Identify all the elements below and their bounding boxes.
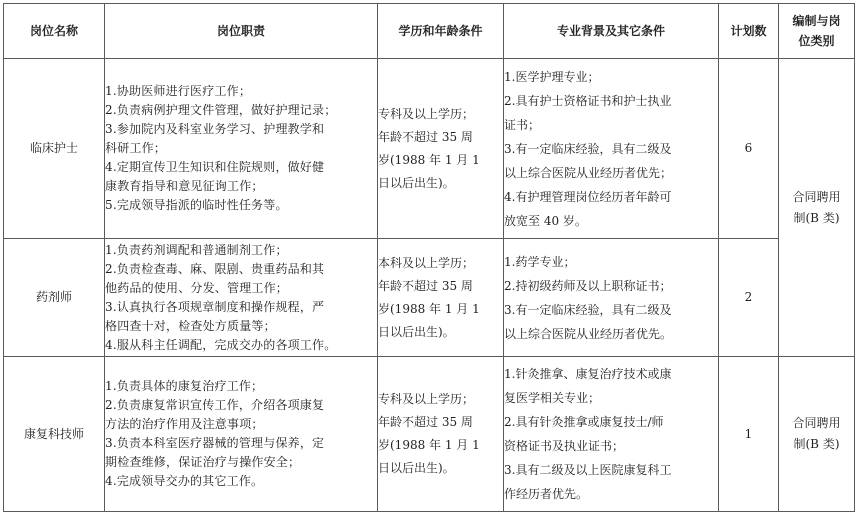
position-name: 药剂师 xyxy=(4,239,105,357)
req-line: 以上综合医院从业经历者优先； xyxy=(504,165,673,180)
table-row xyxy=(4,357,855,512)
duty-line: 2.负责康复常识宣传工作，介绍各项康复 xyxy=(105,398,325,412)
position-name: 康复科技师 xyxy=(4,357,105,512)
header-type-line2: 位类别 xyxy=(798,34,835,48)
duty-line: 科研工作； xyxy=(105,141,167,155)
req-cell xyxy=(504,239,719,357)
duty-line: 1.负责具体的康复治疗工作； xyxy=(105,379,264,393)
req-line: 3.有一定临床经验，具有二级及 xyxy=(504,141,672,156)
duty-line: 方法的治疗作用及注意事项； xyxy=(105,417,264,431)
header-edu: 学历和年龄条件 xyxy=(378,4,504,59)
table-row xyxy=(4,239,855,357)
edu-cell xyxy=(378,357,504,512)
duty-line: 1.负责药剂调配和普通制剂工作； xyxy=(105,242,288,257)
edu-line: 年龄不超过 35 周 xyxy=(378,129,473,144)
req-line: 资格证书及执业证书； xyxy=(504,439,625,453)
req-line: 2.持初级药师及以上职称证书； xyxy=(504,278,672,293)
duty-line: 3.认真执行各项规章制度和操作规程，严 xyxy=(105,299,325,314)
duty-line: 格四查十对，检查处方质量等； xyxy=(105,318,276,333)
req-line: 1.医学护理专业； xyxy=(504,69,600,84)
header-req: 专业背景及其它条件 xyxy=(504,4,719,59)
staff-type xyxy=(779,59,855,357)
duty-line: 5.完成领导指派的临时性任务等。 xyxy=(105,198,288,212)
edu-line: 日以后出生)。 xyxy=(378,461,455,475)
edu-line: 专科及以上学历； xyxy=(378,392,475,406)
duty-line: 4.完成领导交办的其它工作。 xyxy=(105,474,264,488)
edu-line: 岁(1988 年 1 月 1 xyxy=(378,301,480,316)
req-line: 2.具有护士资格证书和护士执业 xyxy=(504,93,672,108)
header-count: 计划数 xyxy=(719,4,779,59)
duty-line: 3.负责本科室医疗器械的管理与保养，定 xyxy=(105,436,325,450)
req-line: 1.药学专业； xyxy=(504,254,576,269)
duty-line: 4.服从科主任调配，完成交办的各项工作。 xyxy=(105,337,337,352)
staff-type-line: 合同聘用 xyxy=(792,189,841,204)
req-cell xyxy=(504,357,719,512)
duty-line: 他药品的使用、分发、管理工作； xyxy=(105,280,289,295)
header-type-line1: 编制与岗 xyxy=(792,14,841,28)
req-line: 作经历者优先。 xyxy=(504,487,589,501)
edu-line: 岁(1988 年 1 月 1 xyxy=(378,438,480,452)
edu-cell xyxy=(378,59,504,239)
req-line: 证书； xyxy=(504,117,541,132)
duties-cell xyxy=(105,357,378,512)
req-line: 3.有一定临床经验，具有二级及 xyxy=(504,302,672,317)
req-cell xyxy=(504,59,719,239)
edu-line: 岁(1988 年 1 月 1 xyxy=(378,152,480,167)
req-line: 以上综合医院从业经历者优先。 xyxy=(504,326,673,341)
edu-line: 年龄不超过 35 周 xyxy=(378,278,473,293)
duties-cell xyxy=(105,59,378,239)
plan-count: 1 xyxy=(719,357,779,512)
staff-type-line: 制(B 类) xyxy=(793,437,840,451)
duty-line: 1.协助医师进行医疗工作； xyxy=(105,84,252,98)
header-row xyxy=(4,4,855,59)
position-name: 临床护士 xyxy=(4,59,105,239)
duty-line: 3.参加院内及科室业务学习、护理教学和 xyxy=(105,122,325,136)
req-line: 4.有护理管理岗位经历者年龄可 xyxy=(504,189,672,204)
duty-line: 4.定期宣传卫生知识和住院规则，做好健 xyxy=(105,160,325,174)
edu-line: 专科及以上学历； xyxy=(378,106,475,121)
edu-cell xyxy=(378,239,504,357)
header-name: 岗位名称 xyxy=(4,4,105,59)
req-line: 3.具有二级及以上医院康复科工 xyxy=(504,463,672,477)
table-row xyxy=(4,59,855,239)
edu-line: 日以后出生)。 xyxy=(378,324,455,339)
header-duties: 岗位职责 xyxy=(105,4,378,59)
req-line: 1.针灸推拿、康复治疗技术或康 xyxy=(504,367,672,381)
plan-count: 6 xyxy=(719,59,779,239)
plan-count: 2 xyxy=(719,239,779,357)
staff-type-line: 制(B 类) xyxy=(793,210,840,225)
duty-line: 2.负责检查毒、麻、限剧、贵重药品和其 xyxy=(105,261,325,276)
job-table xyxy=(3,3,855,512)
header-type xyxy=(779,4,855,59)
staff-type-line: 合同聘用 xyxy=(792,416,841,430)
duty-line: 2.负责病例护理文件管理，做好护理记录； xyxy=(105,103,337,117)
req-line: 放宽至 40 岁。 xyxy=(504,213,587,228)
duty-line: 期检查维修，保证治疗与操作安全； xyxy=(105,455,301,469)
staff-type xyxy=(779,357,855,512)
duties-cell xyxy=(105,239,378,357)
edu-line: 日以后出生)。 xyxy=(378,175,455,190)
req-line: 复医学相关专业； xyxy=(504,391,601,405)
duty-line: 康教育指导和意见征询工作； xyxy=(105,179,264,193)
req-line: 2.具有针灸推拿或康复技士/师 xyxy=(504,415,664,429)
edu-line: 年龄不超过 35 周 xyxy=(378,415,473,429)
edu-line: 本科及以上学历； xyxy=(378,255,475,270)
